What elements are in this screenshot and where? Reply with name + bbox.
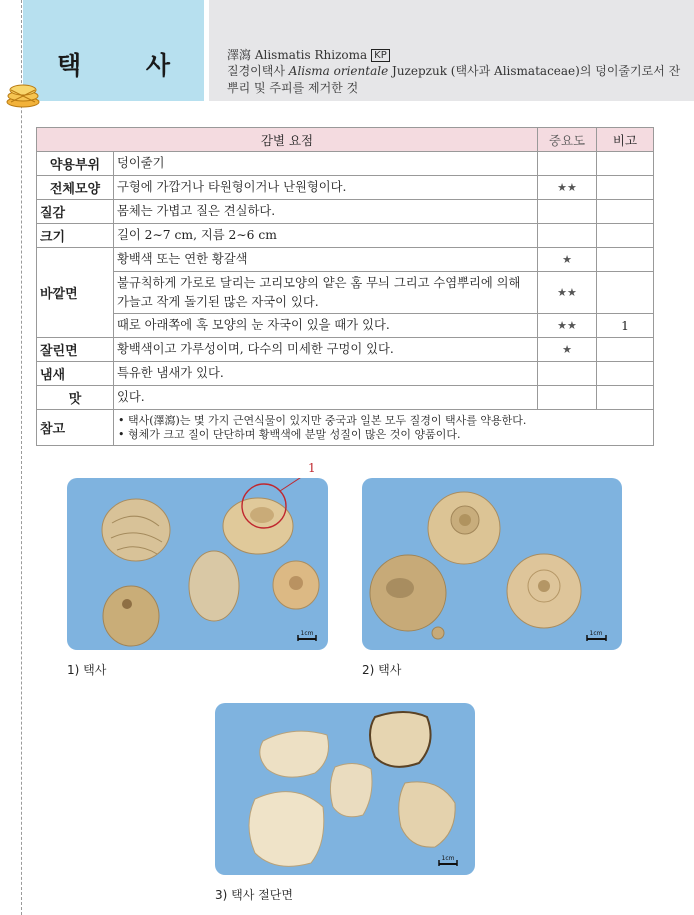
row-label: 참고	[37, 410, 114, 446]
row-desc: 있다.	[114, 386, 538, 410]
rhizome-photo-2	[362, 478, 622, 650]
row-stars	[538, 200, 597, 224]
row-desc: 때로 아래쪽에 혹 모양의 눈 자국이 있을 때가 있다.	[114, 314, 538, 338]
reference-item: • 형체가 크고 질이 단단하며 황백색에 분말 성질이 많은 것이 양품이다.	[118, 427, 461, 441]
figure-caption-3: 3) 택사 절단면	[215, 888, 293, 902]
reference-text	[114, 410, 654, 446]
rhizome-crosssection-photo	[215, 703, 475, 875]
definition-pre: 질경이택사	[227, 64, 289, 78]
row-note	[597, 200, 654, 224]
page-title: 택 사	[56, 51, 198, 80]
rhizome-photo-1	[67, 478, 328, 650]
row-desc: 황백색 또는 연한 황갈색	[114, 248, 538, 272]
scale-label: 1cm	[589, 630, 603, 637]
title-panel	[23, 0, 204, 101]
row-desc: 길이 2∼7 cm, 지름 2∼6 cm	[114, 224, 538, 248]
table-row	[37, 176, 654, 200]
table-row	[37, 362, 654, 386]
row-desc: 덩이줄기	[114, 152, 538, 176]
table-row	[37, 272, 654, 314]
row-desc: 몸체는 가볍고 질은 견실하다.	[114, 200, 538, 224]
row-label: 맛	[37, 386, 114, 410]
row-note	[597, 272, 654, 314]
row-stars	[538, 362, 597, 386]
row-desc: 특유한 냄새가 있다.	[114, 362, 538, 386]
scale-label: 1cm	[300, 630, 314, 637]
photo-3	[215, 703, 475, 875]
margin-dash-line	[21, 0, 22, 915]
photo-1	[67, 478, 328, 650]
row-label: 크기	[37, 224, 114, 248]
header-panel	[209, 0, 694, 101]
row-stars: ★	[538, 248, 597, 272]
row-stars	[538, 386, 597, 410]
col-note: 비고	[597, 128, 654, 152]
row-note	[597, 386, 654, 410]
latin-name: 澤瀉 Alismatis Rhizoma	[227, 48, 368, 62]
figure-caption-1: 1) 택사	[67, 663, 107, 677]
kp-badge: KP	[371, 49, 390, 62]
row-note	[597, 224, 654, 248]
row-desc: 구형에 가깝거나 타원형이거나 난원형이다.	[114, 176, 538, 200]
row-stars	[538, 224, 597, 248]
scale-label: 1cm	[441, 855, 455, 862]
table-row	[37, 314, 654, 338]
row-label-outer: 바깥면	[37, 248, 114, 338]
table-row	[37, 248, 654, 272]
col-importance: 중요도	[538, 128, 597, 152]
callout-marker: 1	[308, 461, 316, 475]
reference-item: • 택사(澤瀉)는 몇 가지 근연식물이 있지만 중국과 일본 모두 질경이 택사를 약용한다.	[118, 413, 527, 427]
row-stars: ★★	[538, 176, 597, 200]
definition-post: Juzepzuk (택사과 Alismataceae)의 덩이줄기로서 잔뿌리 및 주피를 제거한 것	[227, 64, 681, 95]
table-row	[37, 338, 654, 362]
row-stars	[538, 152, 597, 176]
table-row	[37, 386, 654, 410]
table-row-reference	[37, 410, 654, 446]
col-points: 감별 요점	[37, 128, 538, 152]
row-label: 냄새	[37, 362, 114, 386]
row-note	[597, 248, 654, 272]
identification-table	[36, 127, 654, 446]
row-desc: 황백색이고 가루성이며, 다수의 미세한 구멍이 있다.	[114, 338, 538, 362]
row-label: 전체모양	[37, 176, 114, 200]
photo-2	[362, 478, 622, 650]
species-name: Alisma orientale	[288, 64, 389, 78]
table-row	[37, 200, 654, 224]
row-desc: 불규칙하게 가로로 달리는 고리모양의 얕은 홈 무늬 그리고 수염뿌리에 의해 가늘고 작게 돌기된 많은 자국이 있다.	[114, 272, 538, 314]
table-row	[37, 152, 654, 176]
figure-caption-2: 2) 택사	[362, 663, 402, 677]
table-row	[37, 224, 654, 248]
definition-text	[227, 63, 687, 97]
row-label: 잘린면	[37, 338, 114, 362]
row-note	[597, 338, 654, 362]
row-note	[597, 152, 654, 176]
row-note	[597, 176, 654, 200]
row-stars: ★	[538, 338, 597, 362]
latin-name-line	[227, 46, 390, 63]
row-label: 질감	[37, 200, 114, 224]
row-note: 1	[597, 314, 654, 338]
row-stars: ★★	[538, 272, 597, 314]
row-stars: ★★	[538, 314, 597, 338]
row-note	[597, 362, 654, 386]
row-label: 약용부위	[37, 152, 114, 176]
herb-bundle-icon	[5, 82, 41, 108]
